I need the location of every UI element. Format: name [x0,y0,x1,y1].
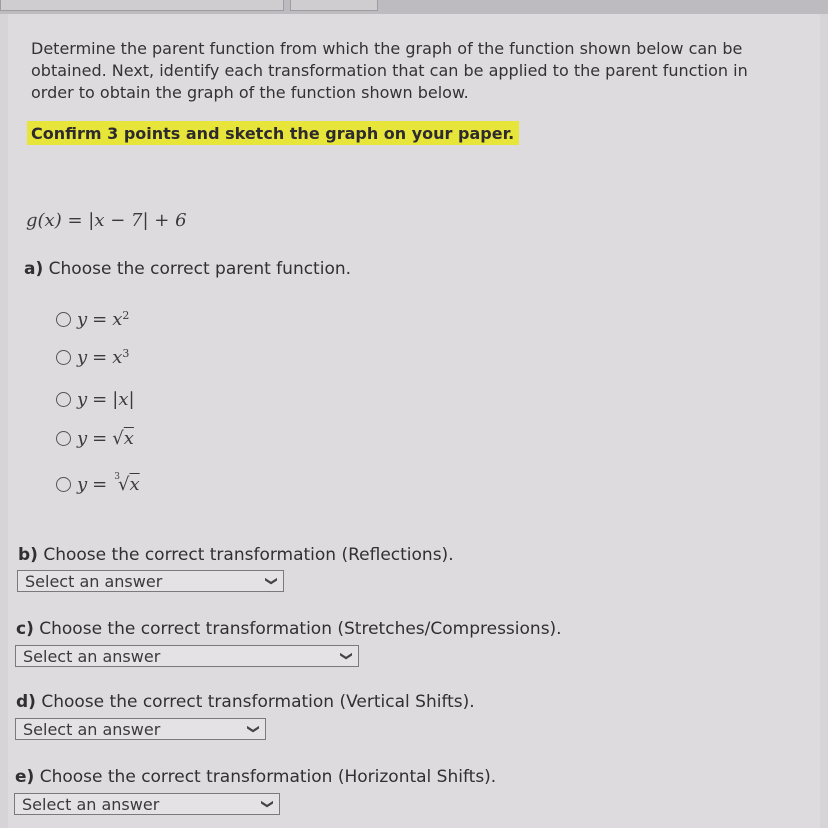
part-a-question [24,259,351,279]
part-c-label: c) [16,619,34,639]
highlighted-note: Confirm 3 points and sketch the graph on your paper. [27,121,519,145]
part-e-label: e) [15,767,35,787]
reflections-select[interactable] [17,570,284,592]
radio-button-icon[interactable] [56,431,71,446]
given-function [26,210,187,231]
option-expr: x [112,309,123,330]
part-a-label: a) [24,259,44,279]
radio-button-icon[interactable] [56,350,71,365]
option-square-root[interactable] [56,428,134,449]
option-radicand: x [123,428,134,449]
function-lhs: g(x) [26,210,62,231]
horizontal-shifts-select-value: Select an answer [22,794,160,814]
vertical-shifts-select-value: Select an answer [23,719,161,739]
chevron-down-icon[interactable]: ❯ [339,650,354,662]
chevron-down-icon[interactable]: ❯ [260,798,275,810]
option-absolute-value[interactable] [56,389,135,410]
part-b-text: Choose the correct transformation (Reflections). [43,545,454,565]
stretches-select-value: Select an answer [23,646,161,666]
option-eq: = [92,389,108,410]
vertical-shifts-select[interactable] [15,718,266,740]
option-x-squared[interactable] [56,309,129,330]
part-d-text: Choose the correct transformation (Vertical Shifts). [41,692,475,712]
option-base: y [77,474,88,495]
function-rhs: |x − 7| + 6 [88,210,187,231]
option-eq: = [92,347,108,368]
reflections-select-value: Select an answer [25,571,163,591]
option-expr: |x| [112,389,135,410]
option-exponent: 3 [122,347,130,360]
sqrt-symbol: √ [112,428,124,449]
radio-button-icon[interactable] [56,477,71,492]
option-base: y [77,428,88,449]
top-tab-left [0,0,284,11]
part-b-label: b) [18,545,38,565]
option-radicand: x [129,474,140,495]
option-x-cubed[interactable] [56,347,129,368]
option-exponent: 2 [122,309,130,322]
stretches-select[interactable] [15,645,359,667]
chevron-down-icon[interactable]: ❯ [246,723,261,735]
part-b-question [18,545,454,565]
part-c-question [16,619,562,639]
option-base: y [77,309,88,330]
browser-top-strip [0,0,828,14]
chevron-down-icon[interactable]: ❯ [264,575,279,587]
part-d-label: d) [16,692,36,712]
part-e-question [15,767,496,787]
option-base: y [77,389,88,410]
option-eq: = [92,309,108,330]
option-cube-root[interactable] [56,471,140,495]
cbrt-symbol: √ [118,474,130,495]
part-e-text: Choose the correct transformation (Horizontal Shifts). [39,767,497,787]
question-instructions: Determine the parent function from which the graph of the function shown below can be obtained. Next, identify each transformation that can be applied to the parent function in order to obtain the graph of the function shown below. [31,39,748,102]
part-a-text: Choose the correct parent function. [48,259,352,279]
part-c-text: Choose the correct transformation (Stretches/Compressions). [39,619,562,639]
option-base: y [77,347,88,368]
option-eq: = [92,428,108,449]
function-equals: = [67,210,83,231]
radio-button-icon[interactable] [56,392,71,407]
radio-button-icon[interactable] [56,312,71,327]
part-d-question [16,692,475,712]
option-eq: = [92,474,108,495]
horizontal-shifts-select[interactable] [14,793,280,815]
top-tab-right [290,0,378,11]
option-expr: x [112,347,123,368]
cube-root-index: 3 [114,471,120,482]
